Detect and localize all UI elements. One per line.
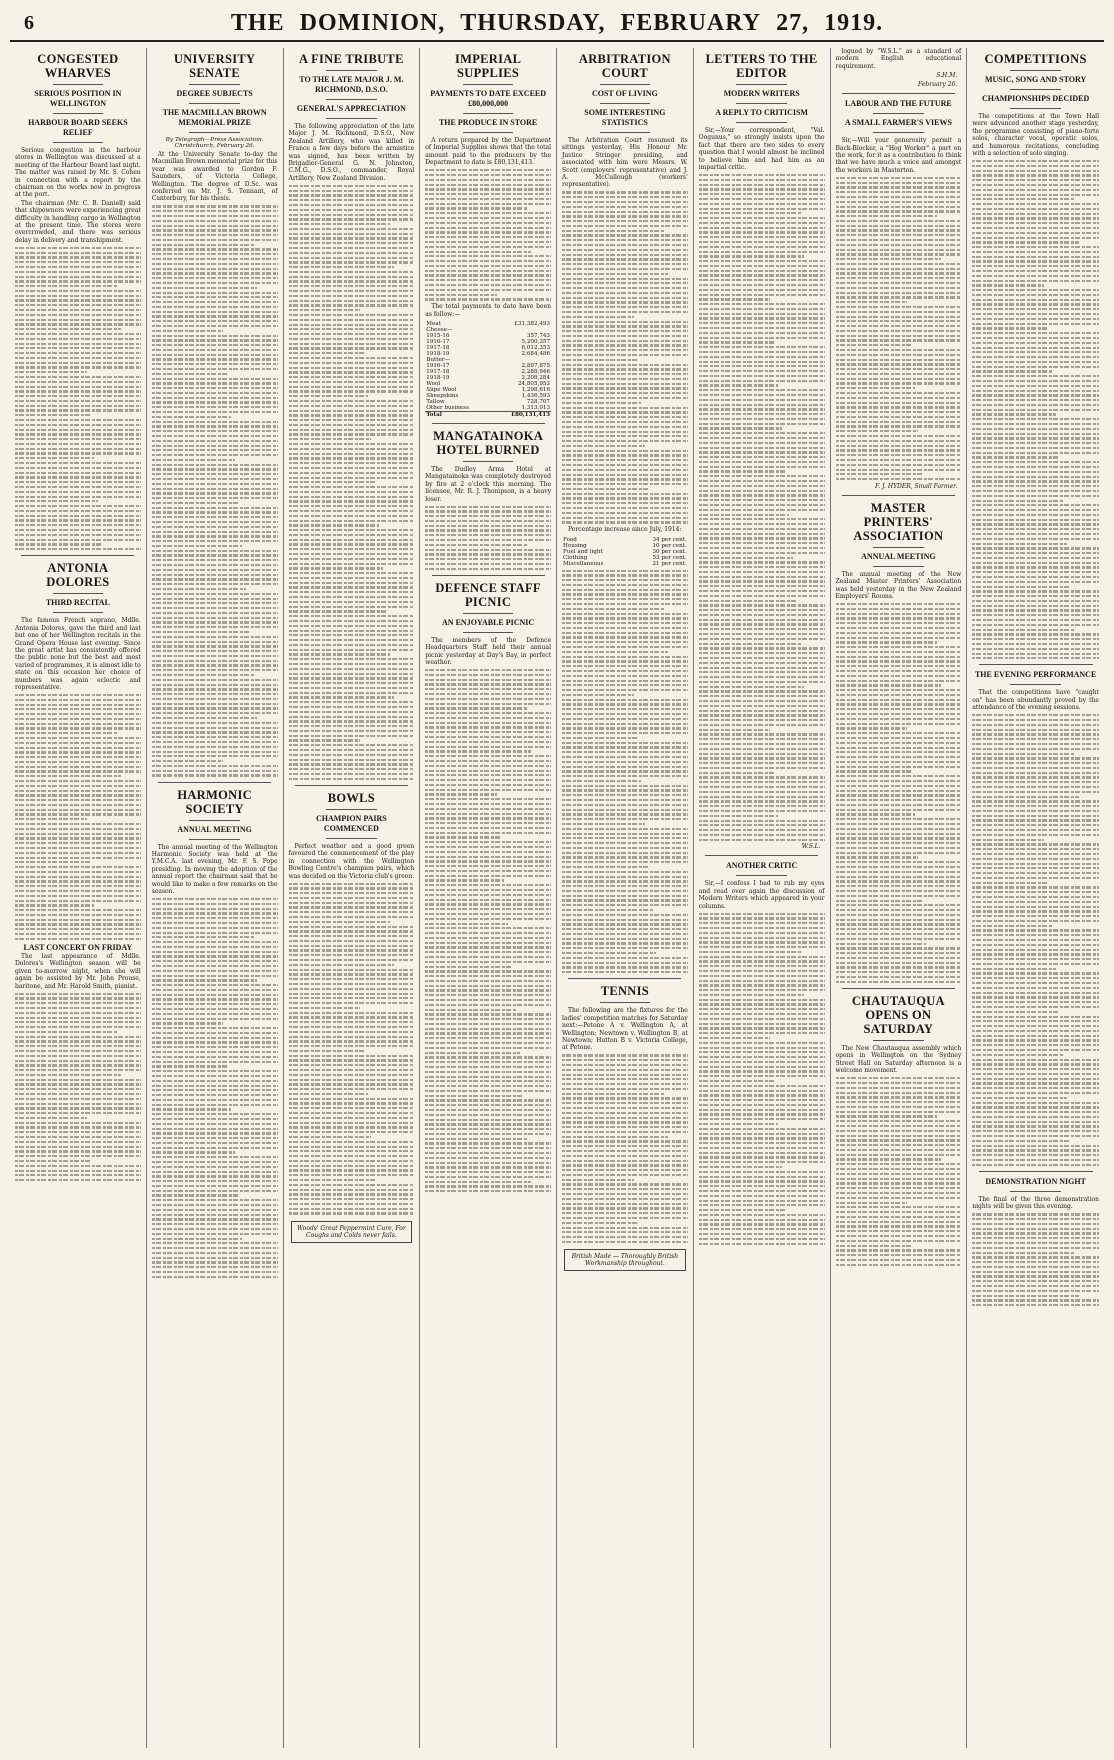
row-label: Housing bbox=[563, 542, 587, 549]
title-word: 27, bbox=[776, 9, 810, 36]
article-subheadline: GENERAL'S APPRECIATION bbox=[296, 104, 406, 113]
page-number: 6 bbox=[24, 11, 34, 34]
column-4 bbox=[420, 48, 557, 1748]
row-label: Sheepskins bbox=[426, 392, 459, 399]
row-value: 34 per cent. bbox=[652, 536, 687, 543]
article-subheadline: TO THE LATE MAJOR J. M. RICHMOND, D.S.O. bbox=[299, 75, 404, 94]
article-headline: MASTER PRINTERS' ASSOCIATION bbox=[853, 500, 944, 543]
row-label: 1917-18 bbox=[426, 368, 450, 375]
row-value: 2,288,946 bbox=[521, 368, 550, 375]
article-paragraph: Sir,—I confess I had to rub my eyes and read over again the discussion of Modern Writers which appeared in your columns. bbox=[698, 880, 825, 910]
article-headline: HARMONIC SOCIETY bbox=[177, 787, 252, 816]
table-heading: Percentage increase since July, 1914: bbox=[568, 526, 682, 534]
article-subheadline: THE MACMILLAN BROWN MEMORIAL PRIZE bbox=[162, 108, 267, 127]
table-row bbox=[562, 561, 688, 567]
article-headline: MANGATAINOKA HOTEL BURNED bbox=[433, 428, 544, 457]
article-paragraph: The members of the Defence Headquarters Staff held their annual picnic yesterday at Day's Bay, in perfect weather. bbox=[425, 636, 551, 667]
article-subheadline: ANOTHER CRITIC bbox=[725, 861, 798, 871]
row-value: 53 per cent. bbox=[652, 554, 687, 561]
article-paragraph: A return prepared by the Department of Imperial Supplies shows that the total amount paid to the producers by the Department to date is £80,131,413. bbox=[425, 137, 551, 167]
row-value: 24,805,953 bbox=[517, 380, 550, 387]
row-value: 5,200,357 bbox=[521, 338, 550, 345]
column-6 bbox=[694, 48, 831, 1748]
article-continuation bbox=[699, 174, 825, 841]
article-subheadline: PAYMENTS TO DATE EXCEED £80,000,000 bbox=[430, 89, 547, 108]
article-subheadline: MODERN WRITERS bbox=[723, 89, 800, 98]
article-headline: COMPETITIONS bbox=[984, 52, 1087, 66]
row-value: 357,743 bbox=[526, 332, 550, 339]
article-paragraph: At the University Senate to-day the Macmillan Brown memorial prize for this year was awarded to Gordon F. Saunders, of Victoria College, Wellington. The degree of D.Sc. was conferred on Mr. J. S. Tennant, of Canterbury, for his thesis. bbox=[151, 151, 278, 203]
row-label: 1916-17 bbox=[426, 362, 450, 369]
row-label: Butter— bbox=[426, 356, 451, 363]
article-subheadline: SERIOUS POSITION IN WELLINGTON bbox=[34, 89, 122, 108]
article-continuation bbox=[562, 191, 688, 523]
article-continuation bbox=[972, 714, 1099, 1166]
row-value: 1,298,616 bbox=[521, 386, 550, 393]
article-paragraph: The competitions at the Town Hall were advanced another stage yesterday, the programme consisting of piano-forte solos, character vocal, operatic solos, and humorous recitations, concluding with a selection of solo singing. bbox=[972, 113, 1099, 158]
newspaper-title bbox=[70, 10, 1044, 37]
newspaper-columns bbox=[10, 48, 1104, 1748]
article-headline: IMPERIAL SUPPLIES bbox=[454, 52, 522, 80]
title-word: FEBRUARY bbox=[620, 9, 762, 36]
letter-signature: F. J. HYDER, Small Farmer. bbox=[875, 482, 958, 490]
article-subheadline: DEGREE SUBJECTS bbox=[176, 89, 253, 98]
row-label: 1915-16 bbox=[426, 332, 450, 339]
masthead bbox=[10, 6, 1104, 42]
article-headline: DEFENCE STAFF PICNIC bbox=[435, 580, 541, 609]
article-subheadline: A REPLY TO CRITICISM bbox=[715, 108, 808, 117]
row-value: 1,436,593 bbox=[521, 392, 550, 399]
article-paragraph: The last appearance of Mdlle. Dolores's Wellington season will be given to-morrow night, when she will again be assisted by Mr. John Prouse, baritone, and Mr. Harold Smith, pianist. bbox=[15, 952, 141, 990]
row-label: Other business bbox=[426, 404, 469, 411]
article-subheadline: A SMALL FARMER'S VIEWS bbox=[844, 118, 952, 128]
article-continuation bbox=[425, 169, 551, 300]
article-paragraph: Serious congestion in the harbour stores in Wellington was discussed at a meeting of the Harbour Board last night. The matter was raised by Mr. S. Cohen in connection with a report by the chairman on the works now in progress at the port. bbox=[15, 147, 141, 199]
article-paragraph: The final of the three demonstration nights will be given this evening. bbox=[972, 1195, 1099, 1211]
article-paragraph: The following are the fixtures for the ladies' competition matches for Saturday next:—Petone A v. Wellington A, at Wellington; Newtown v. Wellington B, at Newtown; Hutton B v. Victoria College, at Petone. bbox=[562, 1007, 688, 1052]
advertisement: Woods' Great Peppermint Cure, For Coughs and Colds never fails. bbox=[291, 1221, 413, 1243]
row-label: Fuel and light bbox=[563, 548, 603, 555]
article-continuation bbox=[152, 205, 278, 776]
article-headline: LETTERS TO THE EDITOR bbox=[705, 52, 818, 80]
row-label: Tallow bbox=[426, 398, 445, 405]
article-continuation bbox=[425, 506, 551, 570]
article-subheadline: COST OF LIVING bbox=[591, 89, 658, 98]
article-paragraph: Perfect weather and a good green favoured the commencement of the play in connection with the Wellington Bowling Centre's champion pairs, which was decided on the Victoria club's green. bbox=[288, 842, 415, 880]
article-continuation bbox=[289, 185, 415, 780]
article-headline: CONGESTED WHARVES bbox=[37, 52, 119, 80]
article-paragraph: The New Chautauqua assembly which opens in Wellington on the Sydney Street Hall on Saturday afternoon is a welcome movement. bbox=[835, 1044, 962, 1075]
article-continuation bbox=[15, 993, 141, 1182]
article-continuation bbox=[836, 603, 962, 983]
article-headline: UNIVERSITY SENATE bbox=[173, 52, 256, 80]
letter-date: February 26. bbox=[918, 81, 958, 89]
row-value: 2,684,486 bbox=[521, 350, 550, 357]
article-paragraph: The annual meeting of the New Zealand Master Printers' Association was held yesterday in the New Zealand Employers' Rooms. bbox=[835, 570, 962, 601]
title-word: 1919. bbox=[824, 9, 884, 36]
row-label: Clothing bbox=[563, 554, 588, 561]
article-continuation bbox=[699, 913, 825, 1245]
letter-signature: W.S.L. bbox=[801, 843, 821, 851]
article-continuation bbox=[425, 669, 551, 1192]
row-label: Cheese— bbox=[426, 326, 453, 333]
column-3 bbox=[284, 48, 421, 1748]
article-paragraph: The famous French soprano, Mdlle. Antonia Dolores, gave the third and last but one of her Wellington recitals in the Grand Opera House last evening. Since the great artist has consistently offered the public none but the best and most varied of programmes, it is almost idle to state on this occasion her choice of numbers was again eclectic and representative. bbox=[15, 617, 141, 691]
row-value: 10 per cent. bbox=[652, 542, 687, 549]
letter-signature: S.H.M. bbox=[936, 72, 958, 80]
article-continuation bbox=[15, 694, 141, 940]
article-paragraph: The Dudley Arms Hotel at Mangatainoka was completely destroyed by fire at 2 o'clock this morning. The licensee, Mr. R. J. Thompson, is a heavy loser. bbox=[425, 465, 551, 503]
article-continuation bbox=[836, 1077, 962, 1266]
article-paragraph: The annual meeting of the Wellington Harmonic Society was held at the Y.M.C.A. last evening, Mr. F. S. Pope presiding. In moving the adoption of the annual report the chairman said that he would like to make a few remarks on the season. bbox=[151, 843, 278, 896]
article-paragraph: Sir,—Will your generosity permit a Back-Blocker, a "Hog Worker" a part on the work, for it as a contribution to think that we have much a voice and amongst the workers in Masterton. bbox=[835, 137, 962, 174]
column-5 bbox=[557, 48, 694, 1748]
article-headline: CHAUTAUQUA OPENS ON SATURDAY bbox=[851, 993, 945, 1036]
article-subheadline: HARBOUR BOARD SEEKS RELIEF bbox=[28, 118, 128, 137]
row-value: 728,707 bbox=[526, 398, 550, 405]
article-subheadline: MUSIC, SONG AND STORY bbox=[984, 75, 1087, 84]
row-label: Total bbox=[425, 411, 491, 418]
article-headline: A FINE TRIBUTE bbox=[299, 52, 404, 66]
article-paragraph: Sir,—Your correspondent, "Val. Oogunus," so strongly insists upon the fact that there are two sides to every question that I would almost be inclined to believe him and had him as an impartial critic. bbox=[698, 127, 825, 172]
title-word: THURSDAY, bbox=[460, 9, 606, 36]
row-label: 1918-19 bbox=[426, 374, 450, 381]
article-subheadline: LAST CONCERT ON FRIDAY bbox=[23, 942, 133, 952]
table-total-row bbox=[425, 411, 551, 418]
article-paragraph: The chairman (Mr. C. B. Daniell) said that shipowners were experiencing great difficulty in handling cargo in Wellington at the present time. The stores were overcrowded, and there was serious delay in delivery and transhipment. bbox=[15, 199, 141, 244]
article-headline: LABOUR AND THE FUTURE bbox=[844, 99, 952, 109]
article-headline: BOWLS bbox=[327, 790, 376, 805]
article-continuation bbox=[972, 160, 1099, 659]
article-subheadline: AN ENJOYABLE PICNIC bbox=[442, 617, 535, 627]
row-label: 1917-18 bbox=[426, 344, 450, 351]
row-label: Slipe Wool bbox=[426, 386, 457, 393]
article-continuation bbox=[836, 177, 962, 480]
cost-of-living-table bbox=[562, 537, 688, 567]
title-word: THE bbox=[230, 9, 285, 36]
article-continuation bbox=[152, 898, 278, 1278]
row-label: Food bbox=[563, 536, 577, 543]
article-subheadline: THIRD RECITAL bbox=[45, 598, 110, 608]
payments-table bbox=[425, 321, 551, 418]
article-subheadline: CHAMPIONSHIPS DECIDED bbox=[981, 94, 1090, 103]
row-value: £31,382,493 bbox=[514, 320, 550, 327]
column-1 bbox=[10, 48, 147, 1748]
column-8 bbox=[967, 48, 1104, 1748]
article-paragraph: The Arbitration Court resumed its sittings yesterday, His Honour Mr. Justice Stringer presiding, and associated with him were Messrs. W. Scott (employers' representative) and J. A. McCullough (workers' representative). bbox=[562, 137, 688, 189]
article-paragraph: The following appreciation of the late Major J. M. Richmond, D.S.O., New Zealand Artillery, who was killed in France a few days before the armistice was signed, has been written by Brigadier-General G. N. Johnston, C.M.G., D.S.O., commander, Royal Artillery, New Zealand Division. bbox=[288, 123, 415, 182]
article-headline: THE EVENING PERFORMANCE bbox=[974, 670, 1097, 680]
row-label: Meat bbox=[426, 320, 441, 327]
row-value: 2,208,284 bbox=[521, 374, 550, 381]
row-value: £80,131,413 bbox=[491, 411, 551, 418]
row-value: 2,897,875 bbox=[521, 362, 550, 369]
article-subheadline: SOME INTERESTING STATISTICS bbox=[584, 108, 666, 127]
article-subheadline: ANNUAL MEETING bbox=[861, 551, 936, 561]
article-paragraph: logued by "W.S.L." as a standard of modern English educational requirement. bbox=[835, 48, 962, 70]
article-headline: ANTONIA DOLORES bbox=[46, 561, 110, 590]
article-subheadline: THE PRODUCE IN STORE bbox=[438, 118, 538, 127]
advertisement: British Made — Thoroughly British Workmanship throughout. bbox=[564, 1249, 686, 1271]
article-continuation bbox=[289, 883, 415, 1215]
row-label: Wool bbox=[426, 380, 441, 387]
article-subheadline: ANNUAL MEETING bbox=[177, 824, 252, 834]
title-word: DOMINION, bbox=[299, 9, 446, 36]
article-paragraph: That the competitions have "caught on" has been abundantly proved by the attendance of the evening sessions. bbox=[972, 689, 1099, 712]
article-continuation bbox=[562, 1054, 688, 1243]
article-headline: TENNIS bbox=[600, 984, 650, 999]
article-continuation bbox=[972, 1213, 1099, 1306]
row-label: 1918-19 bbox=[426, 350, 450, 357]
dateline: By Telegraph—Press Association. Christchurch, February 26. bbox=[165, 137, 264, 149]
row-value: 6,012,353 bbox=[521, 344, 550, 351]
article-continuation bbox=[562, 570, 688, 974]
row-value: 21 per cent. bbox=[652, 560, 687, 567]
article-headline: ARBITRATION COURT bbox=[578, 52, 671, 80]
row-label: Miscellaneous bbox=[563, 560, 604, 567]
article-continuation bbox=[15, 247, 141, 550]
article-subheadline: CHAMPION PAIRS COMMENCED bbox=[316, 813, 387, 833]
row-value: 30 per cent. bbox=[652, 548, 687, 555]
column-2 bbox=[147, 48, 284, 1748]
row-value: 1,313,013 bbox=[521, 404, 550, 411]
table-heading: The total payments to date have been as follow:— bbox=[425, 303, 551, 318]
column-7 bbox=[831, 48, 968, 1748]
article-headline: DEMONSTRATION NIGHT bbox=[985, 1176, 1086, 1186]
row-label: 1916-17 bbox=[426, 338, 450, 345]
